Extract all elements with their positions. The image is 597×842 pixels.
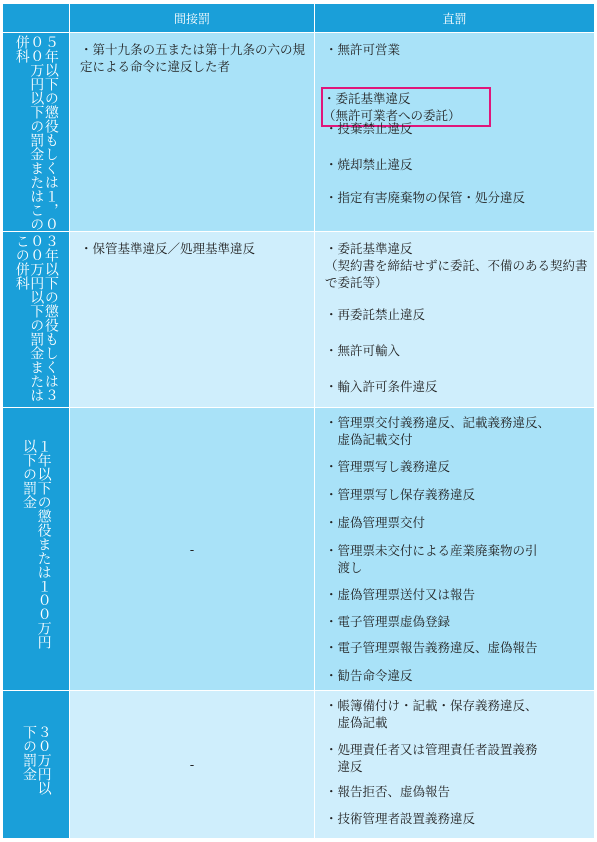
list-item: ・電子管理票報告義務違反、虚偽報告 xyxy=(325,640,538,655)
direct-cell xyxy=(315,232,595,408)
indirect-text: - xyxy=(189,541,195,557)
list-item: ・管理票写し保存義務違反 xyxy=(325,487,476,502)
list-item: ・虚偽管理票送付又は報告 xyxy=(325,587,476,602)
list-item: ・管理票未交付による産業廃棄物の引 渡し xyxy=(325,543,538,575)
indirect-cell xyxy=(70,408,315,691)
direct-cell xyxy=(315,33,595,232)
penalty-table-frame xyxy=(2,3,594,839)
direct-list xyxy=(315,33,594,206)
header-indirect: 間接罰 xyxy=(70,4,315,33)
penalty-cell xyxy=(3,33,70,232)
indirect-cell xyxy=(70,691,315,839)
direct-list xyxy=(315,232,594,395)
list-item: ・報告拒否、虚偽報告 xyxy=(325,784,451,799)
penalty-cell xyxy=(3,232,70,408)
penalty-text: ３年以下の懲役もしくは３００万円以下の罰金またはこの併科 xyxy=(13,233,59,402)
list-item: ・委託基準違反 （契約書を締結せずに委託、不備のある契約書で委託等） xyxy=(325,241,588,290)
header-direct: 直罰 xyxy=(315,4,595,33)
direct-list xyxy=(315,408,594,684)
list-item: ・投棄禁止違反 xyxy=(325,121,413,136)
list-item: ・無許可営業 xyxy=(325,42,401,57)
list-item: ・電子管理票虚偽登録 xyxy=(325,614,451,629)
list-item: ・勧告命令違反 xyxy=(325,668,413,683)
header-row xyxy=(3,4,595,33)
list-item: ・処理責任者又は管理責任者設置義務 違反 xyxy=(325,742,538,774)
direct-cell xyxy=(315,691,595,839)
list-item: ・虚偽管理票交付 xyxy=(325,515,426,530)
table-row xyxy=(3,691,595,839)
list-item xyxy=(323,70,588,123)
penalty-text: ３０万円以下の罰金 xyxy=(21,724,52,795)
direct-list xyxy=(315,691,594,827)
indirect-text: ・保管基準違反／処理基準違反 xyxy=(80,241,256,256)
list-item: ・無許可輸入 xyxy=(325,343,401,358)
penalty-cell xyxy=(3,691,70,839)
indirect-text: - xyxy=(189,757,195,772)
penalty-text: ５年以下の懲役もしくは１，０００万円以下の罰金またはこの併科 xyxy=(13,35,59,231)
table-row xyxy=(3,408,595,691)
highlighted-item: ・委託基準違反 （無許可業者への委託） xyxy=(321,87,491,127)
list-item: ・管理票交付義務違反、記載義務違反、 虚偽記載交付 xyxy=(325,415,551,447)
indirect-cell xyxy=(70,232,315,408)
table-row xyxy=(3,33,595,232)
table-row xyxy=(3,232,595,408)
list-item: ・焼却禁止違反 xyxy=(325,157,413,172)
list-item: ・輸入許可条件違反 xyxy=(325,379,438,394)
direct-cell xyxy=(315,408,595,691)
list-item: ・指定有害廃棄物の保管・処分違反 xyxy=(325,190,526,205)
penalty-text: １年以下の懲役または１００万円以下の罰金 xyxy=(21,439,52,649)
penalty-cell xyxy=(3,408,70,691)
list-item: ・帳簿備付け・記載・保存義務違反、 虚偽記載 xyxy=(325,698,538,730)
list-item: ・技術管理者設置義務違反 xyxy=(325,811,476,826)
list-item: ・再委託禁止違反 xyxy=(325,307,426,322)
penalty-table xyxy=(2,3,595,839)
list-item: ・管理票写し義務違反 xyxy=(325,459,451,474)
header-corner xyxy=(3,4,70,33)
indirect-cell xyxy=(70,33,315,232)
indirect-text: ・第十九条の五または第十九条の六の規定による命令に違反した者 xyxy=(80,42,306,74)
